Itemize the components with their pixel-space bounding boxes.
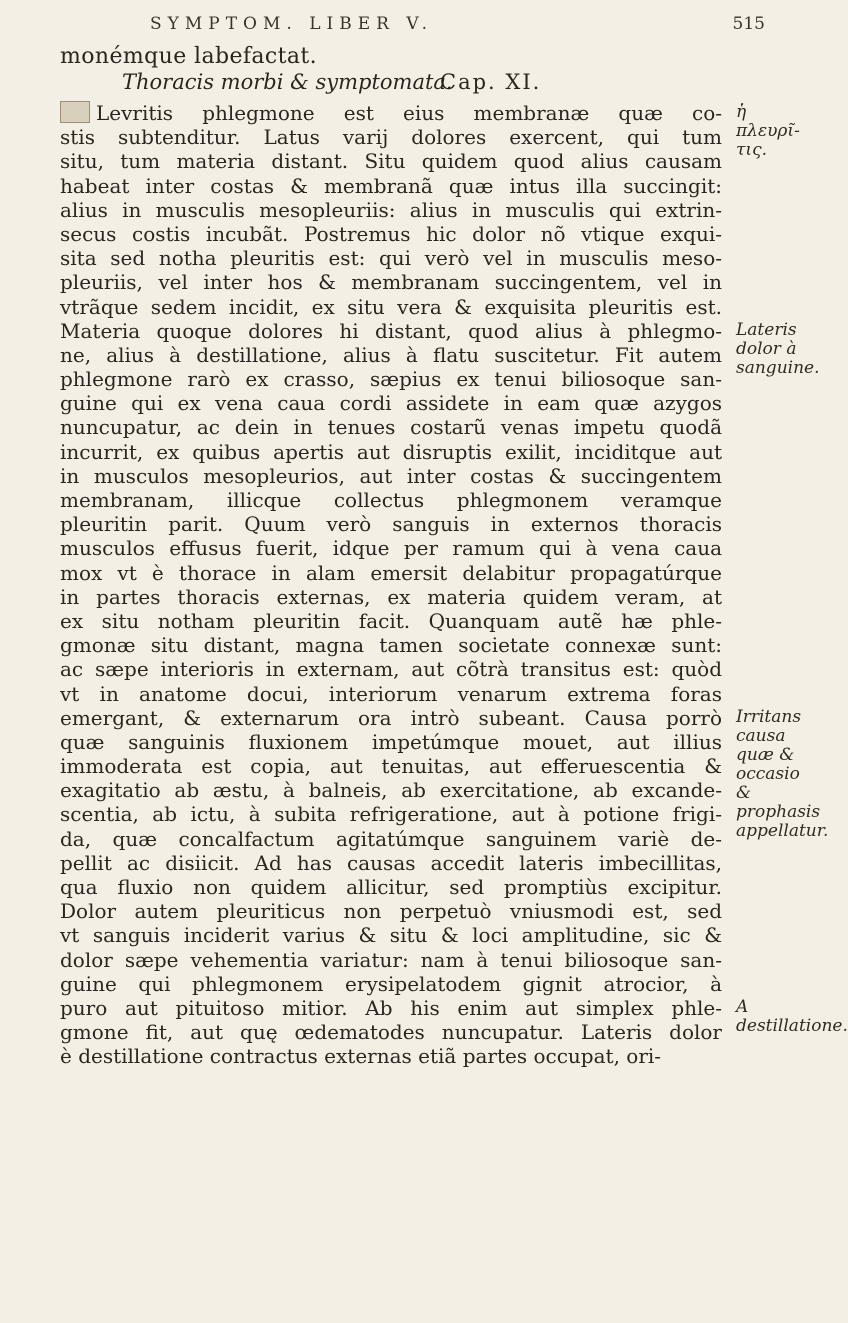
- running-title: SYMPTOM. LIBER V.: [150, 14, 434, 34]
- text-line-content: vt in anatome docui, interiorum venarum extrema foras: [60, 681, 722, 706]
- text-line-content: scentia, ab ictu, à subita refrigeratione, aut à potione frigi-: [60, 802, 722, 827]
- text-line-content: mox vt è thorace in alam emersit delabitur propagatúrque: [60, 560, 722, 585]
- text-line-content: secus costis incubãt. Postremus hic dolor nõ vtique exqui-: [60, 221, 722, 246]
- text-line-content: da, quæ concalfactum agitatúmque sanguinem variè de-: [60, 826, 722, 851]
- chapter-heading: [122, 70, 702, 94]
- text-line: [60, 319, 722, 343]
- chapter-title: Thoracis morbi & symptomata.: [122, 70, 453, 94]
- text-line-content: Dolor autem pleuriticus non perpetuò vniusmodi est, sed: [60, 899, 722, 924]
- text-line-content: musculos effusus fuerit, idque per ramum qui à vena caua: [60, 536, 722, 561]
- text-line-content: quæ sanguinis fluxionem impetúmque mouet, aut illius: [60, 729, 722, 754]
- text-line-content: ne, alius à destillatione, alius à flatu suscitetur. Fit autem: [60, 342, 722, 367]
- text-line: [60, 464, 722, 488]
- text-line: [60, 754, 722, 778]
- text-line: [60, 585, 722, 609]
- text-line: [60, 174, 722, 198]
- text-line-content: Materia quoque dolores hi distant, quod alius à phlegmo-: [60, 318, 722, 343]
- text-line: [60, 609, 722, 633]
- running-header: [150, 14, 765, 34]
- text-line: [60, 198, 722, 222]
- text-line-content: phlegmone rarò ex crasso, sæpius ex tenui biliosoque san-: [60, 367, 722, 392]
- text-line: [60, 706, 722, 730]
- text-line: [60, 948, 722, 972]
- text-line-content: incurrit, ex quibus apertis aut disruptis exilit, inciditque aut: [60, 439, 722, 464]
- text-line-content: alius in musculis mesopleuriis: alius in musculis qui extrin-: [60, 197, 722, 222]
- text-line-content: gmonæ situ distant, magna tamen societate connexæ sunt:: [60, 633, 722, 658]
- text-line-content: in partes thoracis externas, ex materia quidem veram, at: [60, 584, 722, 609]
- text-line-content: nuncupatur, ac dein in tenues costarũ venas impetu quodã: [60, 415, 722, 440]
- text-line: [60, 972, 722, 996]
- text-line: [60, 415, 722, 439]
- text-line-content: pleuriis, vel inter hos & membranam succingentem, vel in: [60, 270, 722, 295]
- decorated-initial-icon: [60, 101, 90, 123]
- text-line: [60, 561, 722, 585]
- text-line: [60, 222, 722, 246]
- text-line: [60, 512, 722, 536]
- text-line-content: guine qui phlegmonem erysipelatodem gignit atrocior, à: [60, 971, 722, 996]
- text-line: [60, 536, 722, 560]
- text-line: [60, 125, 722, 149]
- text-line-content: membranam, illicque collectus phlegmonem veramque: [60, 488, 722, 512]
- text-line: [60, 343, 722, 367]
- text-line: [60, 101, 722, 125]
- text-line: [60, 367, 722, 391]
- text-line-content: qua fluxio non quidem allicitur, sed promptiùs excipitur.: [60, 875, 722, 899]
- text-line-content: immoderata est copia, aut tenuitas, aut efferuescentia &: [60, 754, 722, 779]
- text-line-content: vt sanguis inciderit varius & situ & loci amplitudine, sic &: [60, 923, 722, 948]
- text-line-content: stis subtenditur. Latus varij dolores exercent, qui tum: [60, 125, 722, 150]
- text-line-content: in musculos mesopleurios, aut inter costas & succingentem: [60, 463, 722, 488]
- text-line: [60, 802, 722, 826]
- text-line-content: habeat inter costas & membranã quæ intus illa succingit:: [60, 173, 722, 198]
- text-line: [60, 440, 722, 464]
- carryover-line: monémque labefactat.: [60, 44, 318, 69]
- text-line-content: exagitatio ab æstu, à balneis, ab exercitatione, ab excande-: [60, 778, 722, 803]
- text-line-content: pellit ac disiicit. Ad has causas accedit lateris imbecillitas,: [60, 850, 722, 875]
- text-line-content: pleuritin parit. Quum verò sanguis in externos thoracis: [60, 512, 722, 537]
- text-line-content: sita sed notha pleuritis est: qui verò vel in musculis meso-: [60, 246, 722, 271]
- text-line: [60, 899, 722, 923]
- text-line: [60, 682, 722, 706]
- page-number: 515: [732, 14, 765, 34]
- body-text: [60, 101, 722, 1069]
- text-line-content: ac sæpe interioris in externam, aut cõtrà transitus est: quòd: [60, 657, 722, 682]
- text-line-content: Levritis phlegmone est eius membranæ quæ co-: [96, 101, 722, 125]
- text-line-content: vtrãque sedem incidit, ex situ vera & exquisita pleuritis est.: [60, 294, 722, 319]
- text-line: [60, 295, 722, 319]
- text-line-content: guine qui ex vena caua cordi assidete in eam quæ azygos: [60, 391, 722, 416]
- text-line: [60, 149, 722, 173]
- text-line: [60, 633, 722, 657]
- text-line: [60, 778, 722, 802]
- text-line: [60, 270, 722, 294]
- margin-note: Irritans causa quæ & occasio & prophasis appellatur.: [736, 707, 829, 841]
- chapter-number: Cap. XI.: [440, 70, 542, 94]
- text-line: [60, 996, 722, 1020]
- text-line-content: situ, tum materia distant. Situ quidem quod alius causam: [60, 149, 722, 174]
- text-line: [60, 851, 722, 875]
- text-line: [60, 923, 722, 947]
- text-line: [60, 657, 722, 681]
- margin-note: A destillatione.: [736, 997, 848, 1037]
- margin-note: ἡ πλευρῖ-τις.: [736, 102, 800, 160]
- text-line-content: emergant, & externarum ora intrò subeant. Causa porrò: [60, 705, 722, 730]
- margin-note: Lateris dolor à sanguine.: [736, 319, 820, 378]
- text-line-content: puro aut pituitoso mitior. Ab his enim aut simplex phle-: [60, 995, 722, 1020]
- text-line-content: dolor sæpe vehementia variatur: nam à tenui biliosoque san-: [60, 947, 722, 972]
- text-line: [60, 875, 722, 899]
- text-line: [60, 488, 722, 512]
- text-line: [60, 1044, 722, 1068]
- text-line: [60, 246, 722, 270]
- text-line-content: ex situ notham pleuritin facit. Quanquam autẽ hæ phle-: [60, 608, 722, 633]
- text-line: [60, 1020, 722, 1044]
- text-line: [60, 827, 722, 851]
- text-line-content: è destillatione contractus externas etiã partes occupat, ori-: [60, 1044, 662, 1069]
- text-line: [60, 391, 722, 415]
- text-line: [60, 730, 722, 754]
- text-line-content: gmone fit, aut quę œdematodes nuncupatur. Lateris dolor: [60, 1020, 722, 1045]
